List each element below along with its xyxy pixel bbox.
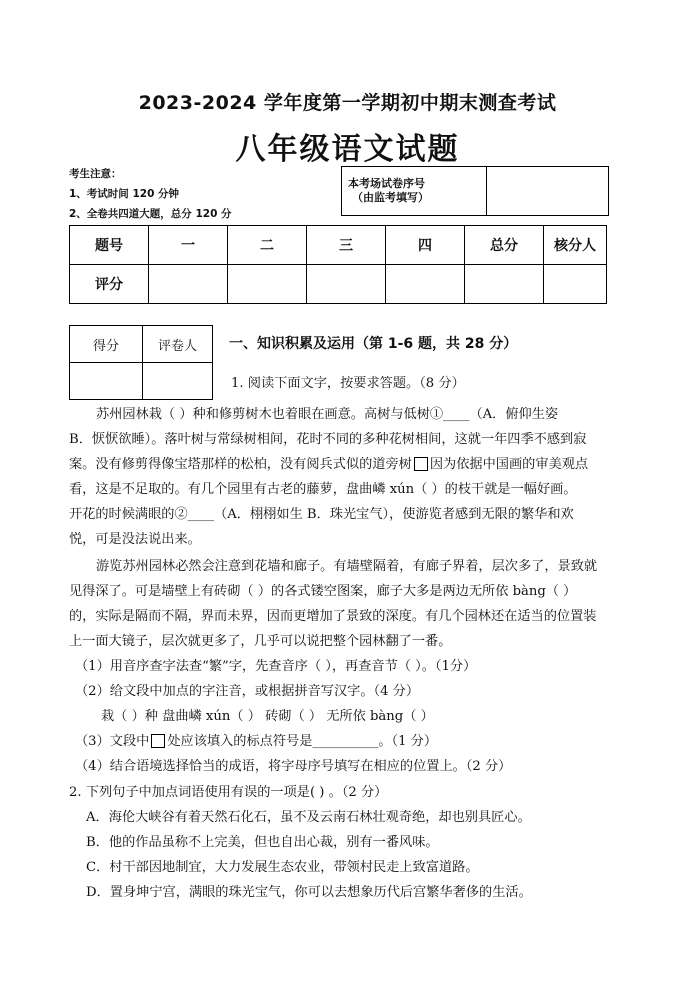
- grader-table: [69, 325, 213, 400]
- score-header-cell: 四: [386, 226, 465, 265]
- q1-paragraph-1-line: [69, 453, 588, 472]
- q1-sub-3: [75, 730, 437, 749]
- score-header-row: [70, 226, 607, 265]
- score-header-cell: 题号: [70, 226, 149, 265]
- q1-paragraph-2-line: 上一面大镜子，层次就更多了，几乎可以说把整个园林翻了一番。: [69, 634, 452, 649]
- seat-id-box: [341, 166, 609, 216]
- grader-name-header: 评卷人: [143, 326, 213, 363]
- q1-paragraph-1-line: 悦，可是没法说出来。: [69, 532, 201, 547]
- seat-id-label-2: （由监考填写）: [352, 191, 429, 204]
- seat-id-value[interactable]: [487, 167, 609, 216]
- seat-id-label: [342, 167, 487, 216]
- blank-square-icon: [414, 457, 428, 471]
- note-1: 1、考试时间 120 分钟: [69, 188, 180, 200]
- q1-paragraph-1-line: 看，这是不足取的。有几个园里有古老的藤萝，盘曲嶙 xún（ ）的枝干就是一幅好画。: [69, 482, 577, 497]
- blank-square-icon: [151, 734, 165, 748]
- q1-paragraph-1-line: 开花的时候满眼的②____（A．栩栩如生 B．珠光宝气），使游览者感到无限的繁华和欢: [69, 507, 574, 522]
- q1-intro: 1. 阅读下面文字，按要求答题。（8 分）: [231, 376, 465, 391]
- q2-option-c: C．村干部因地制宜，大力发展生态农业，带领村民走上致富道路。: [86, 860, 479, 875]
- q1-sub-2: （2）给文段中加点的字注音，或根据拼音写汉字。（4 分）: [75, 684, 420, 699]
- q1-line-text: 因为依据中国画的审美观点: [429, 457, 589, 472]
- score-header-cell: 核分人: [544, 226, 607, 265]
- score-cell[interactable]: [465, 265, 544, 304]
- score-row: [70, 265, 607, 304]
- q1-paragraph-2-line: 见得深了。可是墙壁上有砖砌（ ）的各式镂空图案，廊子大多是两边无所依 bàng（ ）: [69, 584, 577, 599]
- score-header-cell: 一: [149, 226, 228, 265]
- score-cell[interactable]: [228, 265, 307, 304]
- score-row-label: 评分: [70, 265, 149, 304]
- q1-sub-3-text: （3）文段中: [75, 734, 150, 749]
- q1-sub-1: （1）用音序查字法查“繁”字，先查音序（ ），再查音节（ ）。（1分）: [75, 659, 477, 674]
- q2-option-a: A．海伦大峡谷有着天然石化石，虽不及云南石林壮观奇绝，却也别具匠心。: [86, 810, 531, 825]
- score-cell[interactable]: [386, 265, 465, 304]
- seat-id-label-1: 本考场试卷序号: [348, 177, 425, 190]
- q1-paragraph-1-line: 苏州园林栽（ ）种和修剪树木也着眼在画意。高树与低树①____（A．俯仰生姿: [96, 407, 559, 422]
- q1-sub-2-items: 栽（ ）种 盘曲嶙 xún（ ） 砖砌（ ） 无所依 bàng（ ）: [101, 709, 434, 724]
- q1-paragraph-2-line: 游览苏州园林必然会注意到花墙和廊子。有墙壁隔着，有廊子界着，层次多了，景致就: [96, 559, 598, 574]
- q2-option-b: B．他的作品虽称不上完美，但也自出心裁，别有一番风味。: [86, 835, 439, 850]
- q2-option-d: D．置身坤宁宫，满眼的珠光宝气，你可以去想象历代后宫繁华奢侈的生活。: [86, 885, 532, 900]
- section-1-title: 一、知识积累及运用（第 1-6 题，共 28 分）: [229, 336, 518, 352]
- q1-line-text: 案。没有修剪得像宝塔那样的松柏，没有阅兵式似的道旁树: [69, 457, 412, 472]
- q1-sub-4: （4）结合语境选择恰当的成语，将字母序号填写在相应的位置上。（2 分）: [75, 759, 512, 774]
- grader-score-cell[interactable]: [70, 363, 143, 400]
- exam-title: 2023-2024 学年度第一学期初中期末测查考试: [138, 92, 557, 114]
- note-2: 2、全卷共四道大题，总分 120 分: [69, 208, 232, 220]
- score-cell[interactable]: [149, 265, 228, 304]
- q2-stem: 2. 下列句子中加点词语使用有误的一项是( ) 。（2 分）: [69, 785, 388, 800]
- score-header-cell: 三: [307, 226, 386, 265]
- q1-sub-3-text: 处应该填入的标点符号是__________。（1 分）: [167, 734, 438, 749]
- q1-paragraph-1-line: B．恹恹欲睡）。落叶树与常绿树相间，花时不同的多种花树相间，这就一年四季不感到寂: [69, 432, 587, 447]
- grader-score-header: 得分: [70, 326, 143, 363]
- score-header-cell: 二: [228, 226, 307, 265]
- score-cell[interactable]: [307, 265, 386, 304]
- grader-name-cell[interactable]: [143, 363, 213, 400]
- score-header-cell: 总分: [465, 226, 544, 265]
- q1-paragraph-2-line: 的，实际是隔而不隔，界而未界，因而更增加了景致的深度。有几个园林还在适当的位置装: [69, 609, 597, 624]
- score-table: [69, 225, 607, 304]
- score-cell[interactable]: [544, 265, 607, 304]
- notes-title: 考生注意：: [69, 168, 122, 180]
- exam-subtitle: 八年级语文试题: [235, 132, 460, 167]
